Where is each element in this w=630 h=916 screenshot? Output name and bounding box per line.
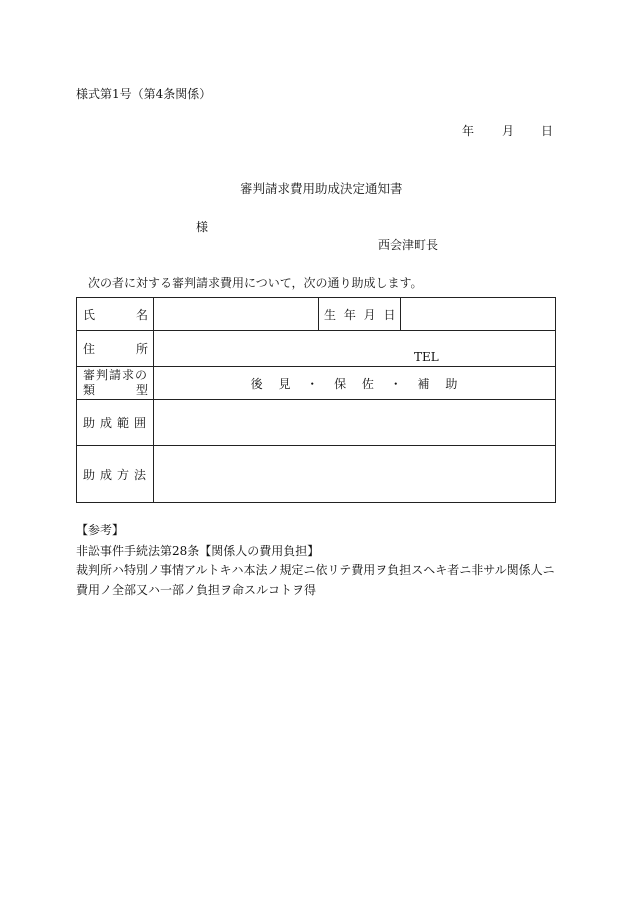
name-label: 氏 名 bbox=[77, 298, 154, 331]
reference-heading: 【参考】 bbox=[76, 523, 125, 537]
date-month: 月 bbox=[502, 124, 515, 138]
date-year: 年 bbox=[462, 124, 475, 138]
tel-label: TEL bbox=[414, 350, 439, 364]
issuer-name: 西会津町長 bbox=[378, 238, 439, 252]
type-label: 審判請求の 類 型 bbox=[77, 367, 154, 400]
table-row-address bbox=[77, 331, 556, 367]
reference-text-line2: 費用ノ全部又ハ一部ノ負担ヲ命スルコトヲ得 bbox=[76, 583, 317, 597]
birth-date-label: 生 年 月 日 bbox=[319, 298, 401, 331]
table-row-method bbox=[77, 446, 556, 503]
subsidy-table bbox=[76, 297, 556, 503]
birth-date-field[interactable] bbox=[401, 298, 556, 331]
address-label: 住 所 bbox=[77, 331, 154, 367]
name-field[interactable] bbox=[154, 298, 319, 331]
method-label: 助 成 方 法 bbox=[77, 446, 154, 503]
recipient-suffix: 様 bbox=[196, 220, 209, 234]
table-row-range bbox=[77, 400, 556, 446]
date-line bbox=[462, 122, 553, 139]
method-field[interactable] bbox=[154, 446, 556, 503]
range-field[interactable] bbox=[154, 400, 556, 446]
address-field[interactable] bbox=[154, 331, 556, 367]
range-label: 助 成 範 囲 bbox=[77, 400, 154, 446]
type-options[interactable]: 後 見 ・ 保 佐 ・ 補 助 bbox=[154, 367, 556, 400]
intro-text: 次の者に対する審判請求費用について，次の通り助成します。 bbox=[88, 276, 423, 290]
reference-law: 非訟事件手続法第28条【関係人の費用負担】 bbox=[76, 544, 320, 558]
form-number: 様式第1号（第4条関係） bbox=[76, 87, 212, 101]
table-row-name bbox=[77, 298, 556, 331]
reference-text-line1: 裁判所ハ特別ノ事情アルトキハ本法ノ規定ニ依リテ費用ヲ負担スヘキ者ニ非サル関係人ニ bbox=[76, 563, 555, 577]
date-day: 日 bbox=[541, 124, 554, 138]
document-title: 審判請求費用助成決定通知書 bbox=[240, 181, 403, 196]
table-row-type bbox=[77, 367, 556, 400]
